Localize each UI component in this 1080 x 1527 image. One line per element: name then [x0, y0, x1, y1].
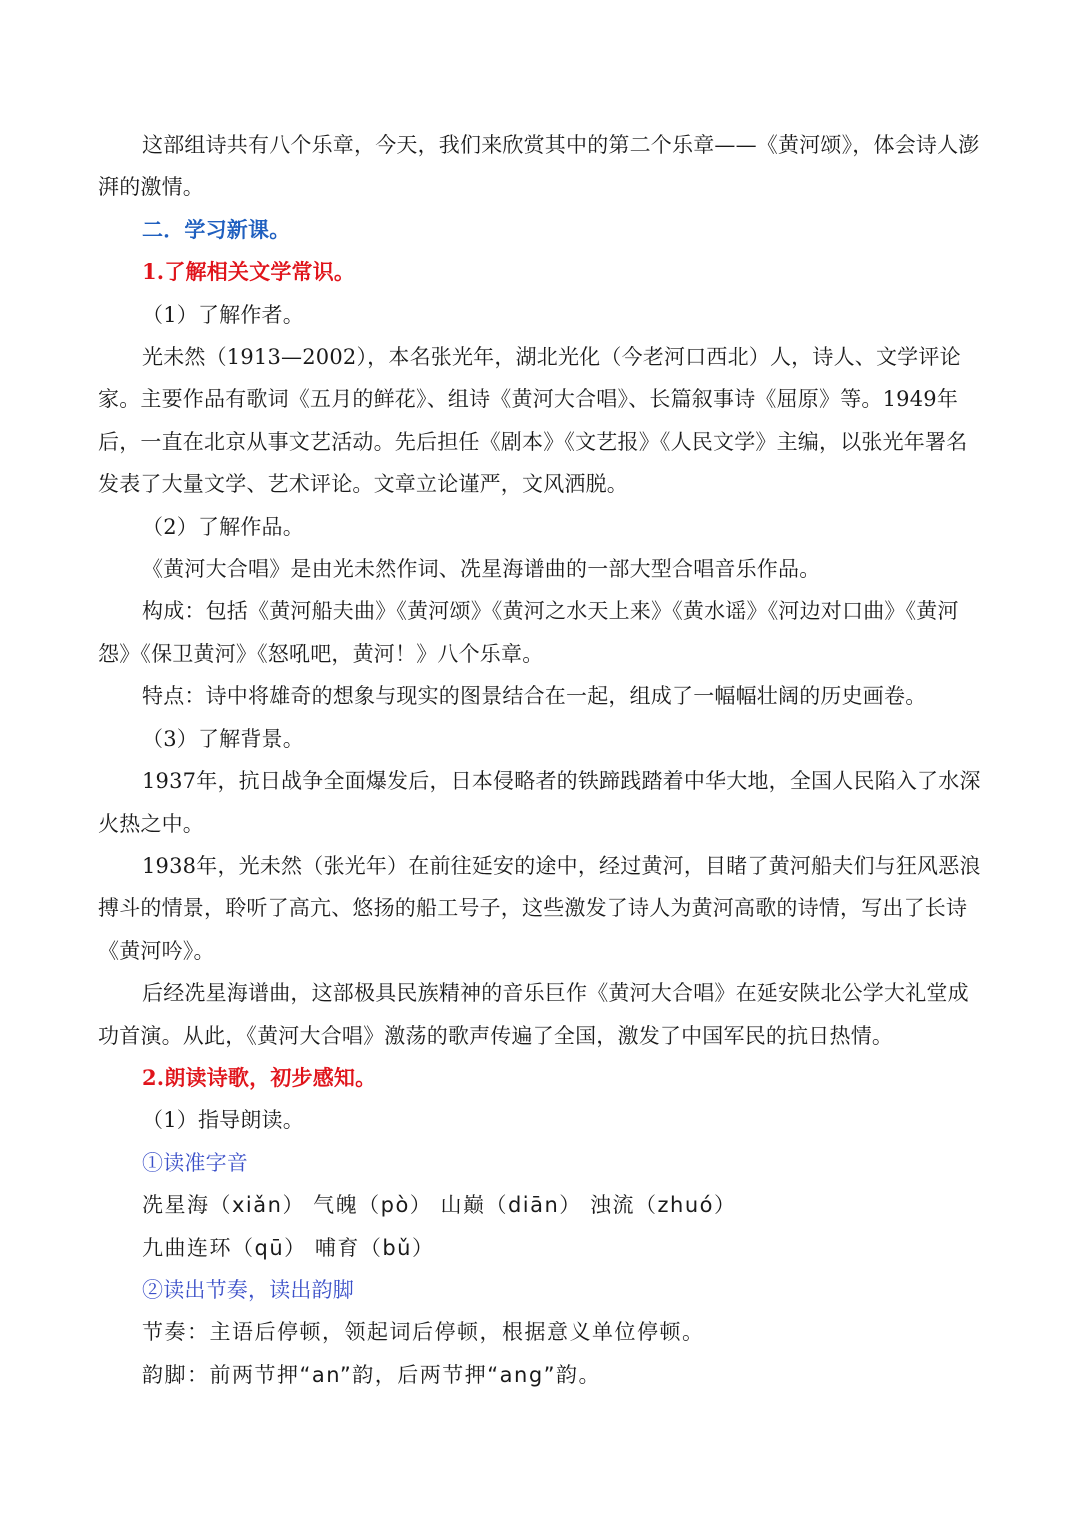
subsection-heading-reading: 2.朗读诗歌，初步感知。	[142, 1064, 377, 1090]
background-paragraph-1938: 1938年，光未然（张光年）在前往延安的途中，经过黄河，目睹了黄河船夫们与狂风恶浪搏斗的情景，聆听了高亢、悠扬的船工号子，这些激发了诗人为黄河高歌的诗情，写出了长诗《黄河吟》。	[98, 853, 981, 963]
structure-paragraph: 构成：包括《黄河船夫曲》《黄河颂》《黄河之水天上来》《黄水谣》《河边对口曲》《黄河怨》《保卫黄河》《怒吼吧，黄河！》八个乐章。	[98, 599, 959, 666]
background-paragraph-premiere: 后经冼星海谱曲，这部极具民族精神的音乐巨作《黄河大合唱》在延安陕北公学大礼堂成功首演。从此，《黄河大合唱》激荡的歌声传遍了全国，激发了中国军民的抗日热情。	[98, 981, 969, 1048]
pronunciation-line-1: 冼星海（xiǎn） 气魄（pò） 山巅（diān） 浊流（zhuó）	[142, 1193, 737, 1218]
item-heading-reading-guide: （1）指导朗读。	[142, 1108, 304, 1133]
rhythm-line: 节奏：主语后停顿，领起词后停顿，根据意义单位停顿。	[142, 1320, 705, 1345]
point-heading-rhythm: ②读出节奏，读出韵脚	[142, 1277, 354, 1302]
section-heading-learn-new: 二．学习新课。	[142, 216, 291, 242]
work-paragraph: 《黄河大合唱》是由光未然作词、冼星海谱曲的一部大型合唱音乐作品。	[142, 557, 821, 582]
features-paragraph: 特点：诗中将雄奇的想象与现实的图景结合在一起，组成了一幅幅壮阔的历史画卷。	[142, 684, 927, 709]
document-body	[98, 124, 984, 1396]
author-paragraph: 光未然（1913—2002），本名张光年，湖北光化（今老河口西北）人，诗人、文学评论家。主要作品有歌词《五月的鲜花》、组诗《黄河大合唱》、长篇叙事诗《屈原》等。1949年后，一直在北京从事文艺活动。先后担任《剧本》《文艺报》《人民文学》主编，以张光年署名发表了大量文学、艺术评论。文章立论谨严，文风洒脱。	[98, 345, 968, 497]
item-heading-author: （1）了解作者。	[142, 302, 304, 327]
subsection-heading-literary-knowledge: 1.了解相关文学常识。	[142, 259, 356, 285]
point-heading-pronunciation: ①读准字音	[142, 1150, 248, 1175]
rhyme-line: 韵脚：前两节押“an”韵，后两节押“ang”韵。	[142, 1362, 602, 1387]
item-heading-background: （3）了解背景。	[142, 726, 304, 751]
intro-paragraph: 这部组诗共有八个乐章，今天，我们来欣赏其中的第二个乐章——《黄河颂》，体会诗人澎湃的激情。	[98, 133, 980, 200]
background-paragraph-1937: 1937年，抗日战争全面爆发后，日本侵略者的铁蹄践踏着中华大地，全国人民陷入了水深火热之中。	[98, 769, 981, 836]
pronunciation-line-2: 九曲连环（qū） 哺育（bǔ）	[142, 1235, 435, 1260]
item-heading-work: （2）了解作品。	[142, 514, 304, 539]
